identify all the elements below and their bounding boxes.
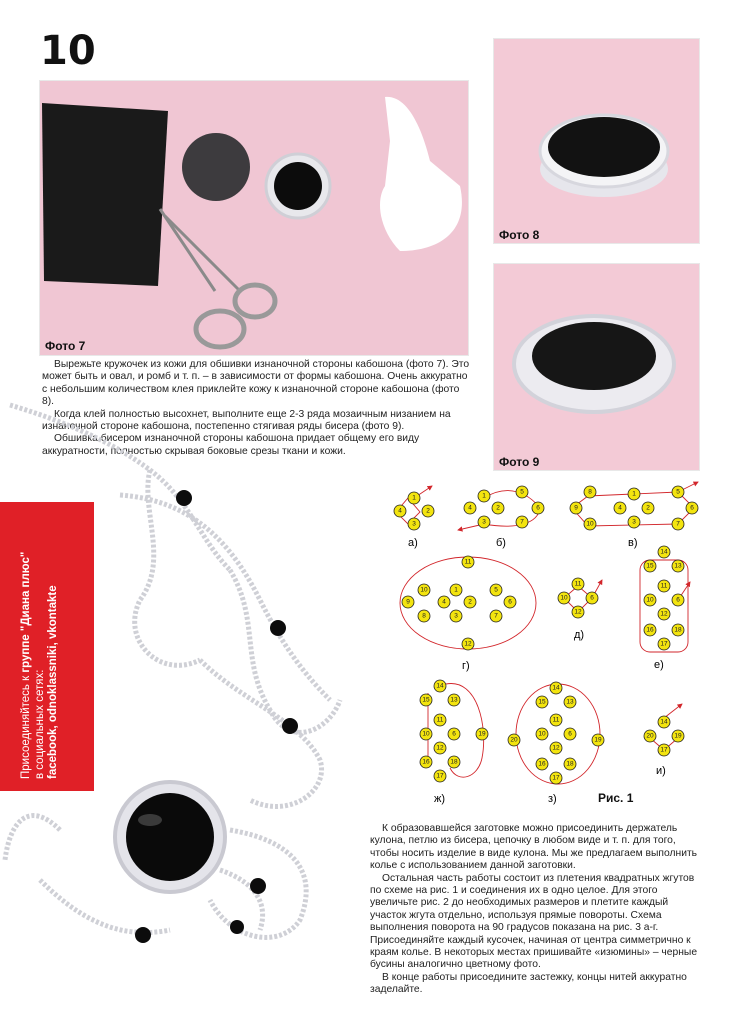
svg-text:2: 2 (468, 598, 472, 606)
svg-text:8: 8 (588, 488, 592, 496)
svg-text:17: 17 (660, 746, 668, 754)
svg-text:17: 17 (660, 640, 668, 648)
diagram-a (394, 486, 434, 530)
label-a: а) (408, 537, 418, 549)
svg-text:1: 1 (454, 586, 458, 594)
diagram-e (640, 546, 690, 652)
svg-text:6: 6 (676, 596, 680, 604)
svg-text:16: 16 (422, 758, 430, 766)
photo-8-image (494, 39, 699, 243)
paragraph: К образовавшейся заготовке можно присоединить держатель кулона, петлю из бисера, цепочку в любом виде и т. п. для того, чтобы носить изделие в виде кулона. Мы же предлагаем выполнить колье с использованием данной заготовки. (370, 823, 698, 872)
figure-title: Рис. 1 (598, 791, 634, 805)
svg-text:2: 2 (426, 507, 430, 515)
label-b: б) (496, 537, 506, 549)
paragraph: Остальная часть работы состоит из плетения квадратных жгутов по схеме на рис. 1 и соединения их в одно целое. Для этого увеличьте рис. 2 до необходимых размеров и плетите каждый участок жгута отдельно, используя прямые повороты. Схема выполнения поворота на 90 градусов показана на рис. 3 а-г. Присоединяйте каждый кусочек, начиная от центра симметрично к краям колье. В некоторых местах пришивайте «изюмины» – черные бусины аналогично цветному фото. (370, 872, 698, 971)
svg-text:19: 19 (478, 730, 486, 738)
svg-text:1: 1 (632, 490, 636, 498)
social-banner-text (0, 502, 94, 791)
social-banner-line2: в социальных сетях: (33, 669, 46, 779)
label-z: з) (548, 793, 557, 805)
svg-text:4: 4 (468, 504, 472, 512)
photo-9-image (494, 264, 699, 470)
svg-text:15: 15 (646, 562, 654, 570)
label-v: в) (628, 537, 638, 549)
svg-text:11: 11 (552, 716, 560, 724)
svg-text:3: 3 (632, 518, 636, 526)
svg-text:6: 6 (536, 504, 540, 512)
svg-text:4: 4 (618, 504, 622, 512)
svg-text:12: 12 (552, 744, 560, 752)
diagram-d (558, 578, 602, 618)
svg-text:12: 12 (574, 608, 582, 616)
svg-text:7: 7 (676, 520, 680, 528)
svg-text:12: 12 (660, 610, 668, 618)
svg-text:1: 1 (482, 492, 486, 500)
svg-text:6: 6 (590, 594, 594, 602)
svg-text:5: 5 (676, 488, 680, 496)
svg-text:15: 15 (422, 696, 430, 704)
label-d: д) (574, 629, 585, 641)
svg-text:18: 18 (674, 626, 682, 634)
diagram-i (644, 704, 684, 756)
photo-8-caption: Фото 8 (499, 228, 540, 242)
svg-text:4: 4 (398, 507, 402, 515)
paragraph: В конце работы присоедините застежку, концы нитей аккуратно заделайте. (370, 971, 687, 996)
svg-text:15: 15 (538, 698, 546, 706)
svg-text:18: 18 (450, 758, 458, 766)
social-banner-line1: Присоединяйтесь к (20, 672, 32, 779)
svg-text:3: 3 (454, 612, 458, 620)
svg-text:16: 16 (646, 626, 654, 634)
svg-text:7: 7 (494, 612, 498, 620)
photo-8 (493, 38, 700, 244)
paragraph: Когда клей полностью высохнет, выполните еще 2-3 ряда мозаичным низанием на изнаночной стороне кабошона, постепенно стягивая ряды бисера (фото 9). (42, 408, 451, 433)
svg-text:12: 12 (436, 744, 444, 752)
svg-text:3: 3 (412, 520, 416, 528)
photo-9 (493, 263, 700, 471)
svg-text:2: 2 (646, 504, 650, 512)
diagram-g (400, 556, 536, 650)
label-g: г) (462, 660, 470, 672)
svg-text:1: 1 (412, 494, 416, 502)
svg-text:3: 3 (482, 518, 486, 526)
svg-text:10: 10 (560, 594, 568, 602)
bead-diagram-figure (388, 478, 708, 808)
svg-text:10: 10 (646, 596, 654, 604)
svg-text:7: 7 (520, 518, 524, 526)
svg-text:2: 2 (496, 504, 500, 512)
page-number: 10 (40, 28, 96, 74)
svg-text:5: 5 (494, 586, 498, 594)
svg-text:14: 14 (436, 682, 444, 690)
svg-text:18: 18 (566, 760, 574, 768)
diagram-zh (420, 680, 488, 782)
svg-text:13: 13 (450, 696, 458, 704)
instructions-bottom (370, 823, 700, 997)
label-i: и) (656, 765, 666, 777)
svg-text:9: 9 (574, 504, 578, 512)
photo-7-image (40, 81, 468, 355)
svg-text:19: 19 (674, 732, 682, 740)
diagram-b (458, 486, 544, 530)
social-banner-group: группе "Диана плюс" (20, 551, 32, 673)
svg-text:14: 14 (660, 548, 668, 556)
svg-text:6: 6 (508, 598, 512, 606)
svg-text:11: 11 (464, 558, 472, 566)
svg-text:10: 10 (586, 520, 594, 528)
svg-text:12: 12 (464, 640, 472, 648)
svg-text:8: 8 (422, 612, 426, 620)
photo-7-caption: Фото 7 (45, 339, 86, 353)
svg-text:10: 10 (420, 586, 428, 594)
diagram-v (570, 482, 698, 530)
svg-text:9: 9 (406, 598, 410, 606)
svg-text:10: 10 (422, 730, 430, 738)
svg-text:6: 6 (568, 730, 572, 738)
svg-text:5: 5 (520, 488, 524, 496)
svg-text:6: 6 (452, 730, 456, 738)
svg-text:16: 16 (538, 760, 546, 768)
paragraph: Вырежьте кружочек из кожи для обшивки изнаночной стороны кабошона (фото 7). Это может быть и овал, и ромб и т. п. – в зависимости от формы кабошона. Очень аккуратно с небольшим количеством клея приклейте кожу к изнаночной стороне кабошона (фото 8). (42, 359, 470, 408)
svg-text:19: 19 (594, 736, 602, 744)
svg-text:11: 11 (660, 582, 668, 590)
photo-7 (39, 80, 469, 356)
svg-text:10: 10 (538, 730, 546, 738)
photo-9-caption: Фото 9 (499, 455, 540, 469)
svg-text:17: 17 (552, 774, 560, 782)
svg-text:20: 20 (510, 736, 518, 744)
svg-text:14: 14 (660, 718, 668, 726)
diagram-z (508, 682, 604, 784)
svg-text:11: 11 (436, 716, 444, 724)
svg-text:6: 6 (690, 504, 694, 512)
label-zh: ж) (434, 793, 446, 805)
svg-text:17: 17 (436, 772, 444, 780)
svg-text:4: 4 (442, 598, 446, 606)
svg-text:11: 11 (574, 580, 582, 588)
social-banner (0, 502, 94, 791)
svg-text:13: 13 (674, 562, 682, 570)
svg-text:14: 14 (552, 684, 560, 692)
label-e: е) (654, 659, 664, 671)
social-banner-networks: facebook, odnoklassniki, vkontakte (47, 585, 59, 779)
paragraph: Обшивка бисером изнаночной стороны кабошона придает общему его виду аккуратности, полностью скрывая боковые срезы ткани и кожи. (42, 433, 420, 457)
svg-text:13: 13 (566, 698, 574, 706)
svg-text:20: 20 (646, 732, 654, 740)
